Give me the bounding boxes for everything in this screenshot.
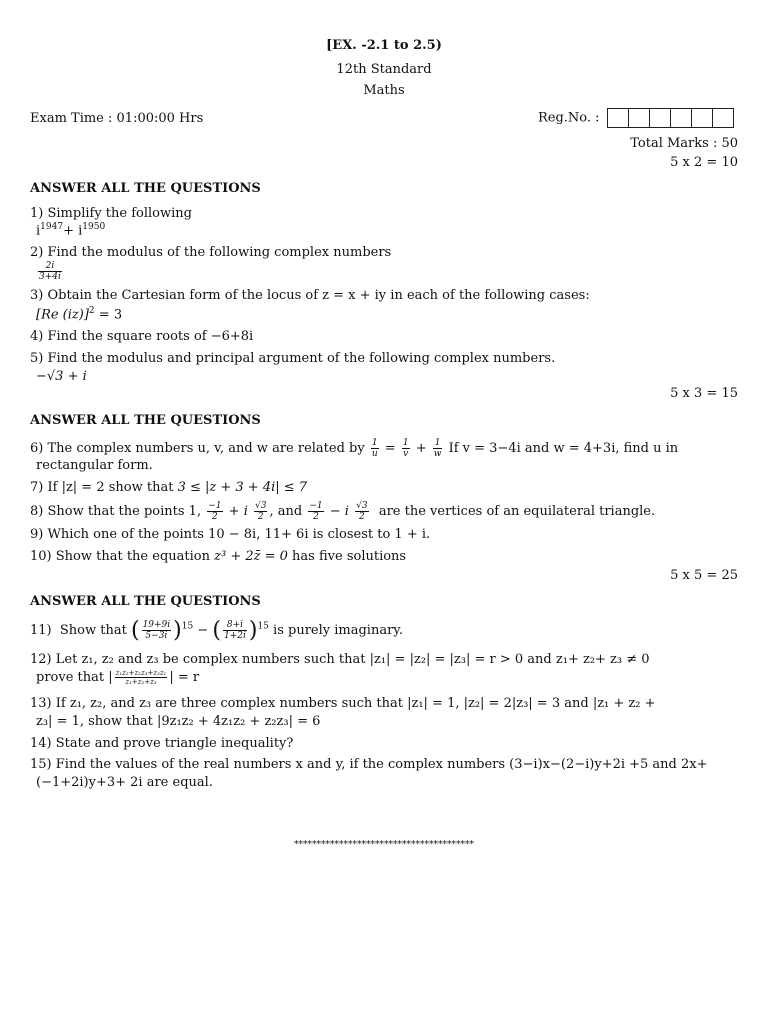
question-6: 6) The complex numbers u, v, and w are related by $\frac{1}{u}$ = $\frac{1}{v}$ + $\frac{1}{w}$ If v = 3−4i and w = 4+3i, find u in xyxy=(30,438,679,459)
question-15: 15) Find the values of the real numbers x and y, if the complex numbers (3−i)x−(2−i)y+2i +5 and 2x+ xyxy=(30,757,708,772)
question-9: 9) Which one of the points 10 − 8i, 11+ 6i is closest to 1 + i. xyxy=(30,527,431,542)
section-2-heading: ANSWER ALL THE QUESTIONS xyxy=(30,413,261,428)
section-3-marks: 5 x 5 = 25 xyxy=(670,568,738,583)
section-1-heading: ANSWER ALL THE QUESTIONS xyxy=(30,181,261,196)
reg-no-boxes[interactable] xyxy=(608,108,734,128)
section-2-marks: 5 x 3 = 15 xyxy=(670,386,738,401)
question-4: 4) Find the square roots of −6+8i xyxy=(30,329,254,344)
question-10: 10) Show that the equation z³ + 2z̄ = 0 has five solutions xyxy=(30,549,407,564)
question-15-cont: (−1+2i)y+3+ 2i are equal. xyxy=(36,775,213,790)
reg-no-label: Reg.No. : xyxy=(538,110,600,126)
question-1-expr: $i^{1947}+ i^{1950}$ xyxy=(36,222,106,239)
question-3-expr: [Re (iz)]$^2$ = 3 xyxy=(36,306,123,323)
standard-label: 12th Standard xyxy=(336,62,432,77)
section-1-marks: 5 x 2 = 10 xyxy=(670,155,738,170)
question-3: 3) Obtain the Cartesian form of the locus of z = x + iy in each of the following cases: xyxy=(30,288,590,303)
total-marks: Total Marks : 50 xyxy=(630,136,738,151)
section-3-heading: ANSWER ALL THE QUESTIONS xyxy=(30,594,261,609)
question-13-cont: z₃| = 1, show that |9z₁z₂ + 4z₁z₂ + z₂z₃| = 6 xyxy=(36,714,321,729)
question-12-cont: prove that | $\frac{\text{z₁z₂+z₂z₃+z₃z₁}}{\text{z₁+z₂+z₃}}$ | = r xyxy=(36,669,200,686)
reg-no xyxy=(538,108,734,128)
question-14: 14) State and prove triangle inequality? xyxy=(30,736,294,751)
subject-label: Maths xyxy=(363,83,405,98)
question-2: 2) Find the modulus of the following complex numbers xyxy=(30,245,392,260)
question-13: 13) If z₁, z₂, and z₃ are three complex numbers such that |z₁| = 1, |z₂| = 2|z₃| = 3 and |z₁ + z₂ + xyxy=(30,696,656,711)
question-8: 8) Show that the points 1, $\frac{-1}{2}$ + i $\frac{√3}{2}$ , and $\frac{-1}{2}$ − i $\frac{√3}{2}$ are the vertices of an equilateral triangle. xyxy=(30,501,656,522)
exam-title: [EX. -2.1 to 2.5) xyxy=(326,38,442,53)
question-5-expr: −√3 + i xyxy=(36,369,87,384)
question-1: 1) Simplify the following xyxy=(30,206,192,221)
exam-time: Exam Time : 01:00:00 Hrs xyxy=(30,111,204,126)
footer-stars: **************************************** xyxy=(294,840,474,850)
question-11: 11) Show that ( $\frac{19+9i}{5-3i}$ )$^{15}$ − ( $\frac{8+i}{1+2i}$ )$^{15}$ is purely imaginary. xyxy=(30,618,404,643)
question-6-cont: rectangular form. xyxy=(36,458,153,473)
question-12: 12) Let z₁, z₂ and z₃ be complex numbers such that |z₁| = |z₂| = |z₃| = r > 0 and z₁+ z₂+ z₃ ≠ 0 xyxy=(30,652,650,667)
question-5: 5) Find the modulus and principal argument of the following complex numbers. xyxy=(30,351,556,366)
question-2-expr: $\frac{2i}{3+4i}$ xyxy=(39,261,61,282)
question-7: 7) If |z| = 2 show that 3 ≤ |z + 3 + 4i| ≤ 7 xyxy=(30,480,308,495)
